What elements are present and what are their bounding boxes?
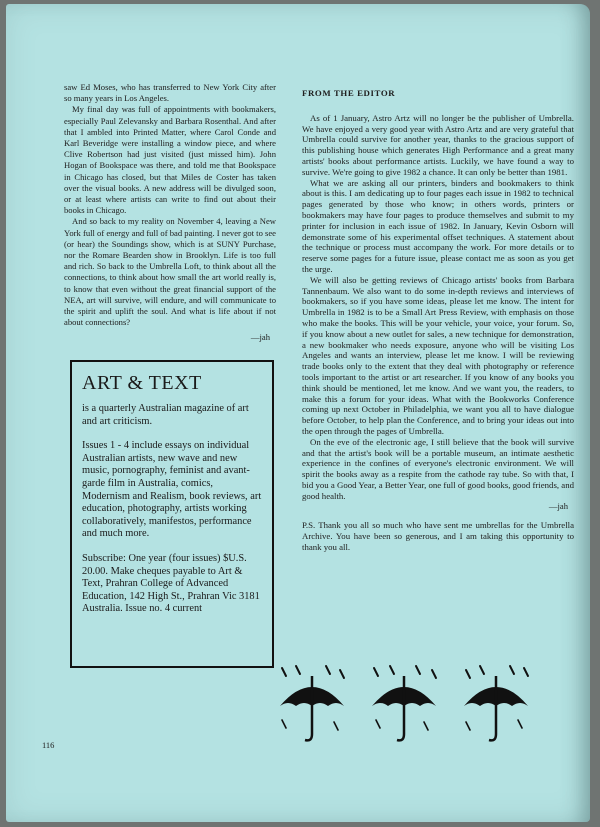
ad-issues: Issues 1 - 4 include essays on individual Australian artists, new wave and new music, pornography, feminist and avant-garde film in Australia, comics, Modernism and Realism, book reviews, art education, photography, artists working collaboratively, manifestos, performance and much more. [82, 440, 262, 540]
umbrella-rain-icon [276, 664, 348, 746]
magazine-page [6, 4, 590, 822]
page-number: 116 [42, 740, 55, 750]
ad-tagline: is a quarterly Australian magazine of art and art criticism. [82, 403, 249, 427]
ad-title: ART & TEXT [82, 372, 202, 394]
left-paragraph: My final day was full of appointments with bookmakers, especially Paul Zelevansky and Barbara Rosenthal. And after that I ambled into Printed Matter, where Carol Conde and Karl Beveridge were installing a window piece, and where Clive Robertson had just visited (just missed him). John Hogan of Bookspace was there, and told me that Bookspace in Chicago has closed, but that Miles de Coster has taken over the visual books. A new address will be divulged soon, or at least where artists can write to find out about their books in Chicago. [64, 104, 276, 216]
umbrella-rain-icon [460, 664, 532, 746]
editor-signature: —jah [548, 501, 568, 512]
editor-column [302, 88, 574, 553]
left-paragraph: And so back to my reality on November 4, leaving a New York full of energy and full of bad painting. I never got to see (or hear) the Soundings show, which is at SUNY Purchase, nor the Romare Bearden show in Brooklyn. Life is too full and rich. So back to the Umbrella Loft, to think about all the connections, to think about how small the art world really is, to know that even without the great financial support of the NEA, art will survive, will endure, and will communicate to the spirit and uplift the soul. And what is life about if not about connections? [64, 216, 276, 328]
umbrella-illustration [276, 664, 576, 754]
ad-subscribe: Subscribe: One year (four issues) $U.S. 20.00. Make cheques payable to Art & Text, Prahran College of Advanced Education, 142 High St., Prahran Vic 3181 Australia. Issue no. 4 current [82, 552, 260, 615]
editor-paragraph: On the eve of the electronic age, I still believe that the book will survive and that the artist's book will be a portable museum, an intimate aesthetic experience in the confines of everyone's electronic environment. We will spirit the books away as a respite from the cathode ray tube. So with that, I bid you a Good Year, a Better Year, one full of good books, good friends, and good health. [302, 436, 574, 501]
editor-ps: P.S. Thank you all so much who have sent me umbrellas for the Umbrella Archive. You have been so generous, and I am taking this opportunity to thank you all. [302, 520, 574, 552]
umbrella-rain-icon [368, 664, 440, 746]
art-and-text-ad [70, 360, 274, 668]
editor-paragraph: What we are asking all our printers, binders and bookmakers to think about is this. I am dedicating up to four pages each issue in 1982 to technical pages generated by those who know; in others words, printers or bookmakers may have four pages to produce themselves and submit to my printer for inclusion in each issue of 1982. In January, Kevin Osborn will demonstrate some of his experimental offset techniques. A statement about the technique or process must accompany the work. For more details or to reserve some pages for a future issue, please contact me as soon as you get the urge. [302, 177, 574, 274]
left-paragraph: saw Ed Moses, who has transferred to New York City after so many years in Los Angeles. [64, 82, 276, 104]
editor-paragraph: As of 1 January, Astro Artz will no longer be the publisher of Umbrella. We have enjoyed a very good year with Astro Artz and are very grateful that Umbrella could survive for another year, thanks to the gracious support of this publishing house which generates High Performance and a great many artists' books about performance artists. Luckily, we have found a way to survive. We're going to give 1982 a chance. It can only be better than 1981. [302, 112, 574, 177]
left-signature: —jah [250, 332, 270, 343]
editor-paragraph: We will also be getting reviews of Chicago artists' books from Barbara Tannenbaum. We also want to do some in-depth reviews and interviews of bookmakers, so if you have some ideas, please let me know. The intent for Umbrella in 1982 is to be a Small Art Press Review, with emphasis on those who make the books. This will be your vehicle, your voice, your forum. So, if you know about a new outlet for sales, a new technique for demonstration, a new bookmaker who needs exposure, anyone who will be visiting Los Angeles and wants an interview, please let me know. I will be reviewing trade books only to the extent that they deal with photography or reference tools important to the artist or art researcher. If you know of any books you think should be mentioned, let me know. And we want you, the readers, to make this a forum for your ideas. What with the Bookworks Conference coming up next October in Philadelphia, we want you all to have dialogue before October, to help plan the Conference, and to bring your ideas out into the open through the pages of Umbrella. [302, 274, 574, 436]
editor-heading: FROM THE EDITOR [302, 88, 396, 98]
left-column [64, 82, 276, 344]
